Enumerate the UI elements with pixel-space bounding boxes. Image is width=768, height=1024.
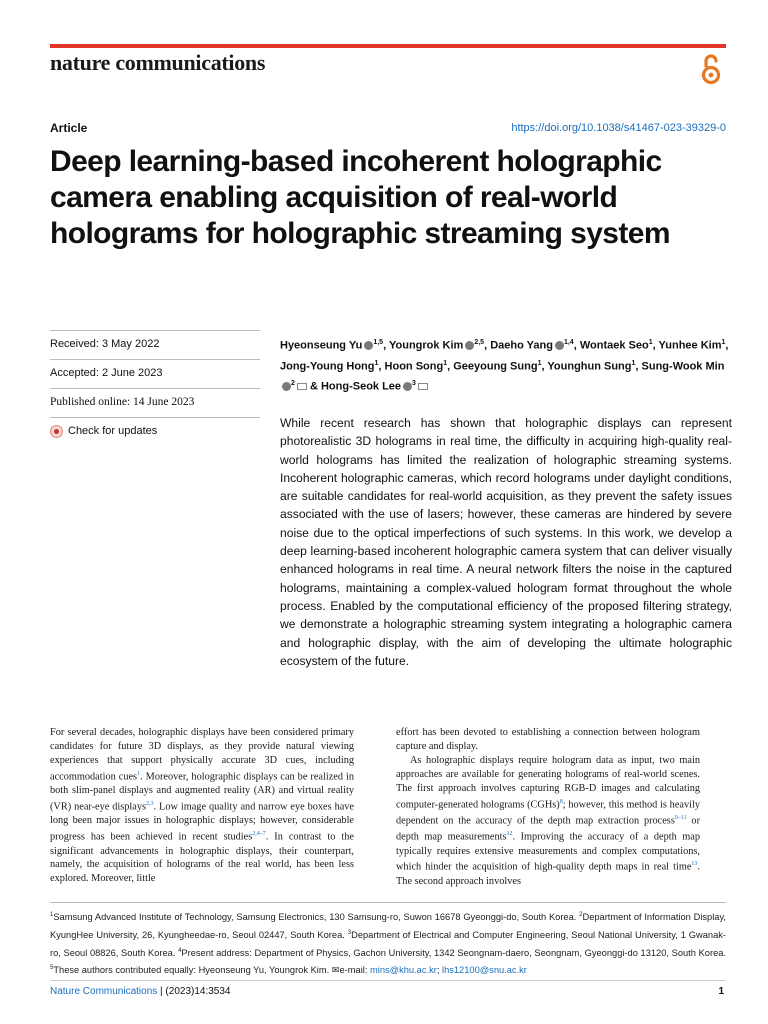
author-name[interactable]: Daeho Yang	[490, 339, 553, 352]
article-type: Article	[50, 121, 88, 135]
body-paragraph: effort has been devoted to establishing a connection between hologram capture and display.	[396, 727, 700, 752]
footer-rule	[50, 980, 726, 981]
affiliation-sup: 1	[443, 359, 448, 367]
author-name[interactable]: Hoon Song	[384, 360, 444, 373]
journal-name: nature communications	[50, 50, 266, 75]
dates-panel	[50, 330, 260, 446]
affiliation-sup: 1,4	[563, 339, 574, 346]
author-list: Hyeonseung Yu $^{1,5}$, Youngrok Kim $^{2,5}$, Daeho Yang $^{1,4}$, Wontaek Seo$^1$, Yunhee Kim$^1$, Jong-Young Hong$^1$, Hoon Song$^1$, Geeyoung Sung$^1$, Younghun Sung$^1$, Sung-Wook Min$^2$ & Hong-Seok Lee $^3$	[280, 339, 729, 393]
check-updates-icon	[50, 425, 63, 438]
affiliation-sup: 1,5	[373, 339, 384, 346]
affiliation-sup: 1	[721, 339, 726, 346]
affiliation-sup: 1	[374, 359, 379, 367]
author-name[interactable]: Hyeonseung Yu	[280, 339, 363, 352]
doi-link[interactable]: https://doi.org/10.1038/s41467-023-39329-0	[511, 122, 726, 134]
received-date: Received: 3 May 2022	[50, 330, 260, 359]
reference-sup[interactable]: 4	[178, 947, 182, 954]
reference-sup[interactable]: 5	[50, 965, 54, 972]
abstract	[280, 414, 732, 670]
email-icon[interactable]	[297, 383, 307, 390]
footer-journal-link[interactable]: Nature Communications	[50, 986, 158, 997]
orcid-icon[interactable]	[555, 341, 564, 350]
author-name[interactable]: Geeyoung Sung	[453, 360, 538, 373]
reference-sup[interactable]: 2,3	[146, 800, 154, 807]
footnote-rule	[50, 902, 726, 903]
email-link[interactable]: mins@khu.ac.kr	[370, 965, 437, 976]
reference-sup[interactable]: 3	[347, 929, 352, 936]
footer-volume: | (2023)14:3534	[160, 986, 231, 997]
affiliation-sup: 1	[537, 359, 542, 367]
body-paragraph: As holographic displays require hologram data as input, two main approaches are available for generating holograms of real-world scenes. The first approach involves capturing RGB-D images and calculating computer-generated holograms (CGHs)$^8$; however, this method is heavily dependent on the accuracy of the depth map extraction process$^{9-11}$ or depth map measurements$^{12}$. Improving the accuracy of a depth map typically requires extensive measurements and complex computations, which hinder the acquisition of high-quality depth maps in real time$^{13}$. The second approach involves	[396, 754, 700, 887]
body-paragraph: For several decades, holographic displays have been considered primary candidates for future 3D displays, as they provide natural viewing experiences that support physically accurate 3D cues, including accommodation cues$^1$. Moreover, holographic displays can be realized in both slim-panel displays and augmented reality (AR) and virtual reality (VR) near-eye displays$^{2,3}$. Low image quality and narrow eye boxes have long been major issues in holographic displays; however, considerable progress has been achieved in recent studies$^{2,4-7}$. In contrast to the significant advancements in holographic displays, their counterpart, namely, the acquisition of holograms of the real world, has been less explored. Moreover, little	[50, 727, 355, 885]
reference-sup[interactable]: 1	[137, 770, 141, 777]
header-rule	[50, 44, 726, 48]
author-name[interactable]: Youngrok Kim	[388, 339, 464, 352]
abstract-text: While recent research has shown that holographic displays can represent photorealistic 3D holograms in real time, the difficulty in acquiring high-quality real-world holograms has limited the realization of holographic streaming systems. Incoherent holographic cameras, which record holograms under daylight conditions, are suitable candidates for real-world acquisition, as they prevent the safety issues associated with the use of lasers; however, these cameras are hindered by severe noise due to the optical imperfections of such systems. In this work, we develop a deep learning-based incoherent holographic camera system that can deliver visually enhanced holograms in real time. A neural network filters the noise in the captured holograms, maintaining a complex-valued hologram format throughout the whole process. Enabled by the computational efficiency of the proposed filtering strategy, we demonstrate a holographic streaming system integrating a holographic camera and holographic display, with the aim of developing the ultimate holographic ecosystem of the future.	[280, 416, 732, 668]
orcid-icon[interactable]	[282, 382, 291, 391]
check-updates-label: Check for updates	[68, 425, 158, 437]
reference-sup[interactable]: 1	[50, 912, 54, 918]
email-icon[interactable]	[418, 383, 428, 390]
body-column-left	[50, 726, 354, 886]
affiliation-sup: 2,5	[474, 339, 485, 346]
author-name[interactable]: Jong-Young Hong	[280, 360, 375, 373]
affiliation-sup: 1	[648, 339, 653, 346]
affiliations-footnote: $^1$Samsung Advanced Institute of Technology, Samsung Electronics, 130 Samsung-ro, Suwon 16678 Gyeonggi-do, South Korea. $^2$Department of Information Display, KyungHee University, 26, Kyungheedae-ro, Seoul 02447, South Korea. $^3$Department of Electrical and Computer Engineering, Seoul National University, 1 Gwanak-ro, Seoul 08826, South Korea. $^4$Present address: Department of Physics, Gachon University, 1342 Seongnam-daero, Seongnam, Gyeonggi-do 13120, South Korea. $^5$These authors contributed equally: Hyeonseung Yu, Youngrok Kim. ✉e-mail: mins@khu.ac.kr; lhs12100@snu.ac.kr	[50, 912, 727, 976]
body-column-right	[396, 726, 700, 889]
author-name[interactable]: Sung-Wook Min	[641, 360, 725, 373]
affiliation-sup: 3	[412, 380, 416, 388]
check-updates-button[interactable]	[50, 417, 260, 446]
reference-sup[interactable]: 2	[579, 912, 583, 918]
author-name[interactable]: Hong-Seok Lee	[320, 380, 402, 393]
author-name[interactable]: Yunhee Kim	[658, 339, 722, 352]
page-number: 1	[718, 986, 724, 997]
reference-sup[interactable]: 8	[559, 798, 563, 805]
orcid-icon[interactable]	[465, 341, 474, 350]
affiliation-sup: 2	[291, 380, 295, 388]
reference-sup[interactable]: 2,4–7	[252, 831, 266, 838]
email-link[interactable]: lhs12100@snu.ac.kr	[442, 965, 527, 976]
reference-sup[interactable]: 12	[506, 831, 513, 838]
orcid-icon[interactable]	[364, 341, 373, 350]
article-title: Deep learning-based incoherent holographic camera enabling acquisition of real-world holograms for holographic streaming system	[50, 145, 670, 250]
author-name[interactable]: Wontaek Seo	[579, 339, 649, 352]
affiliation-sup: 1	[631, 359, 636, 367]
published-date: Published online: 14 June 2023	[50, 388, 260, 417]
footer-citation	[50, 986, 230, 997]
author-name[interactable]: Younghun Sung	[547, 360, 632, 373]
orcid-icon[interactable]	[403, 382, 412, 391]
open-access-icon[interactable]	[700, 52, 722, 86]
reference-sup[interactable]: 9–11	[674, 814, 687, 821]
reference-sup[interactable]: 13	[691, 861, 698, 868]
accepted-date: Accepted: 2 June 2023	[50, 359, 260, 388]
